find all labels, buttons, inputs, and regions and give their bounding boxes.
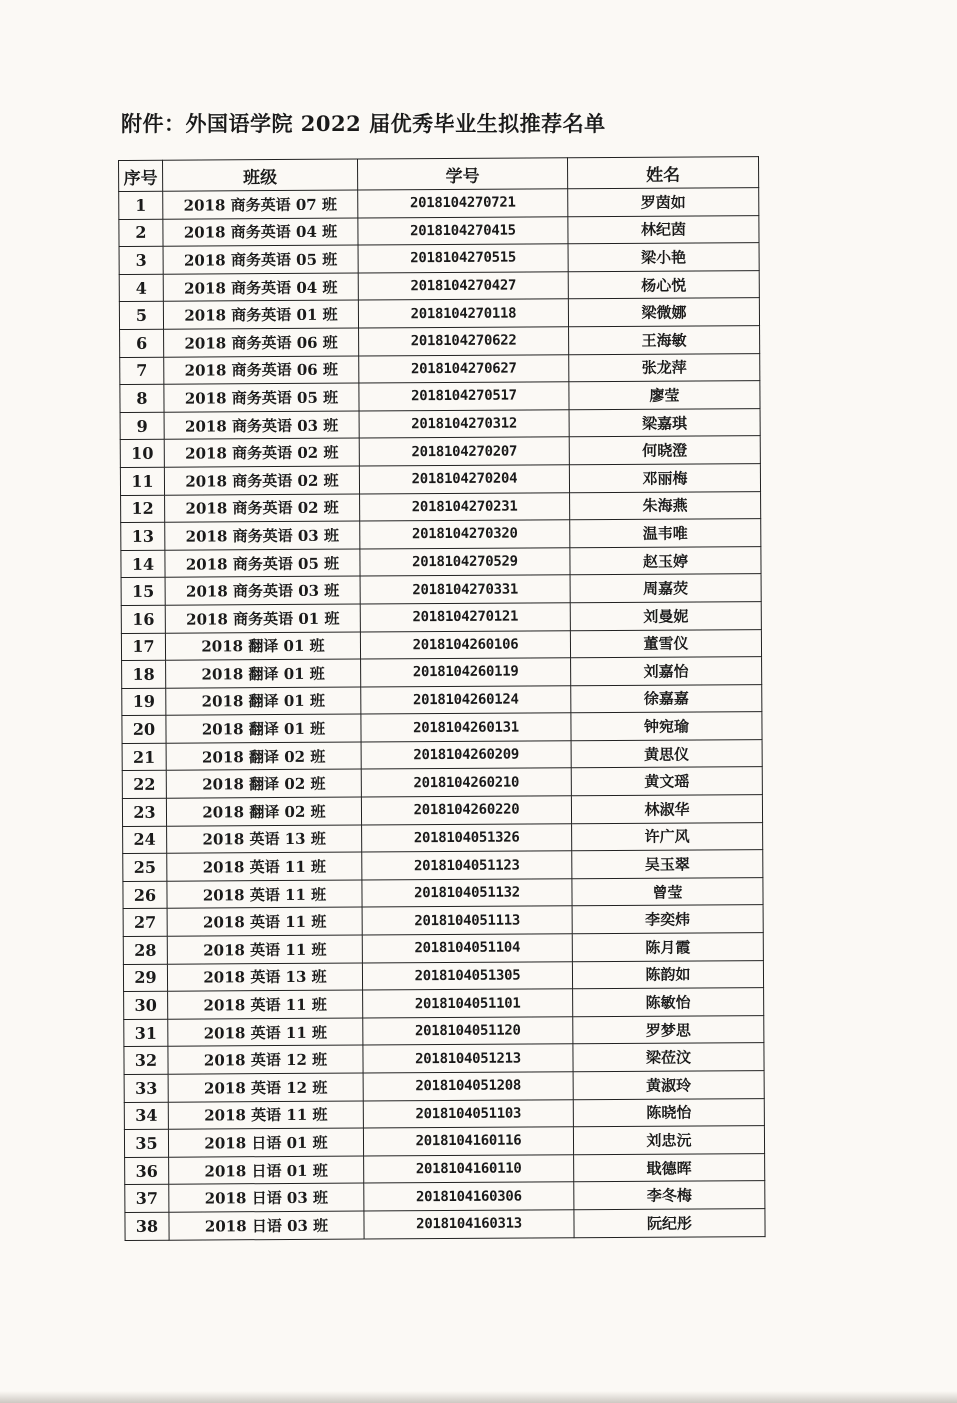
cell-class: 2018 翻译 01 班	[165, 632, 360, 661]
cell-student-id: 2018104051123	[362, 851, 572, 880]
cell-index: 6	[120, 329, 164, 357]
cell-class: 2018 商务英语 06 班	[164, 356, 359, 385]
cell-student-id: 2018104270204	[359, 465, 569, 494]
cell-student-id: 2018104270427	[358, 272, 568, 301]
table-row	[124, 1043, 764, 1075]
cell-name: 林纪茵	[568, 215, 759, 244]
cell-student-id: 2018104260131	[361, 713, 571, 742]
cell-student-id: 2018104051326	[362, 823, 572, 852]
table-row	[125, 1209, 765, 1241]
table-row	[119, 270, 759, 302]
cell-name: 朱海燕	[570, 491, 761, 520]
cell-class: 2018 英语 13 班	[167, 825, 362, 854]
cell-name: 曾莹	[572, 877, 763, 906]
cell-name: 何晓澄	[569, 436, 760, 465]
table-row	[120, 408, 760, 440]
table-row	[124, 988, 764, 1020]
cell-index: 23	[122, 798, 166, 826]
cell-student-id: 2018104051104	[362, 934, 572, 963]
cell-student-id: 2018104270627	[359, 354, 569, 383]
cell-name: 梁莅汶	[573, 1043, 764, 1072]
table-row	[121, 519, 761, 551]
cell-name: 刘嘉怡	[571, 657, 762, 686]
cell-class: 2018 英语 11 班	[167, 880, 362, 909]
table-row	[123, 933, 763, 965]
cell-index: 34	[124, 1102, 168, 1130]
table-row	[121, 629, 761, 661]
table-row	[120, 353, 760, 385]
cell-index: 29	[123, 964, 167, 992]
table-row	[122, 712, 762, 744]
cell-name: 阮纪彤	[574, 1209, 765, 1238]
table-row	[120, 436, 760, 468]
cell-index: 31	[124, 1019, 168, 1047]
cell-name: 赵玉婷	[570, 546, 761, 575]
cell-class: 2018 商务英语 02 班	[164, 466, 359, 495]
cell-name: 许广风	[572, 822, 763, 851]
cell-index: 19	[122, 688, 166, 716]
cell-index: 8	[120, 384, 164, 412]
cell-class: 2018 英语 11 班	[168, 1018, 363, 1047]
cell-student-id: 2018104160110	[364, 1155, 574, 1184]
cell-index: 26	[123, 881, 167, 909]
cell-class: 2018 商务英语 05 班	[163, 245, 358, 274]
cell-class: 2018 商务英语 02 班	[164, 438, 359, 467]
cell-name: 梁嘉琪	[569, 408, 760, 437]
document-title: 附件：外国语学院 2022 届优秀毕业生拟推荐名单	[121, 111, 606, 136]
recommendation-table	[118, 156, 766, 1240]
table-row	[120, 381, 760, 413]
table-row	[121, 491, 761, 523]
cell-index: 13	[121, 522, 165, 550]
cell-class: 2018 商务英语 07 班	[163, 190, 358, 219]
table-row	[122, 657, 762, 689]
cell-name: 黄思仪	[571, 739, 762, 768]
cell-student-id: 2018104260124	[361, 685, 571, 714]
cell-name: 刘曼妮	[570, 601, 761, 630]
cell-class: 2018 英语 13 班	[167, 963, 362, 992]
cell-student-id: 2018104270415	[358, 216, 568, 245]
cell-name: 张龙萍	[569, 353, 760, 382]
cell-student-id: 2018104260220	[361, 796, 571, 825]
cell-student-id: 2018104260209	[361, 741, 571, 770]
table-row	[125, 1181, 765, 1213]
cell-class: 2018 翻译 01 班	[166, 687, 361, 716]
cell-index: 1	[119, 191, 163, 219]
cell-name: 陈敏怡	[573, 988, 764, 1017]
table-row	[121, 546, 761, 578]
table-row	[124, 1071, 764, 1103]
cell-name: 陈韵如	[572, 960, 763, 989]
cell-student-id: 2018104051101	[363, 989, 573, 1018]
table-row	[121, 574, 761, 606]
cell-name: 徐嘉嘉	[571, 684, 762, 713]
cell-class: 2018 商务英语 04 班	[163, 273, 358, 302]
cell-class: 2018 商务英语 02 班	[165, 494, 360, 523]
cell-index: 32	[124, 1047, 168, 1075]
cell-name: 梁微娜	[568, 298, 759, 327]
cell-class: 2018 商务英语 06 班	[164, 328, 359, 357]
table-row	[122, 684, 762, 716]
cell-class: 2018 英语 11 班	[167, 852, 362, 881]
header-class: 班级	[163, 159, 358, 191]
cell-class: 2018 商务英语 01 班	[163, 300, 358, 329]
cell-index: 35	[124, 1129, 168, 1157]
table-row	[122, 795, 762, 827]
cell-student-id: 2018104270118	[358, 299, 568, 328]
cell-index: 25	[123, 853, 167, 881]
cell-student-id: 2018104051103	[363, 1099, 573, 1128]
cell-class: 2018 商务英语 05 班	[165, 549, 360, 578]
cell-class: 2018 商务英语 03 班	[165, 521, 360, 550]
header-name: 姓名	[567, 157, 758, 189]
cell-student-id: 2018104270529	[360, 547, 570, 576]
table-row	[120, 326, 760, 358]
cell-class: 2018 商务英语 03 班	[164, 411, 359, 440]
cell-class: 2018 英语 12 班	[168, 1073, 363, 1102]
cell-class: 2018 翻译 02 班	[166, 769, 361, 798]
table-row	[123, 822, 763, 854]
cell-name: 刘忠沅	[573, 1126, 764, 1155]
cell-index: 5	[119, 302, 163, 330]
cell-student-id: 2018104270517	[359, 382, 569, 411]
cell-class: 2018 翻译 02 班	[166, 742, 361, 771]
cell-student-id: 2018104051208	[363, 1072, 573, 1101]
cell-name: 戢德晖	[574, 1153, 765, 1182]
cell-name: 罗梦思	[573, 1015, 764, 1044]
table-row	[122, 739, 762, 771]
cell-student-id: 2018104051120	[363, 1017, 573, 1046]
cell-student-id: 2018104051213	[363, 1044, 573, 1073]
cell-name: 吴玉翠	[572, 850, 763, 879]
cell-index: 37	[125, 1185, 169, 1213]
cell-student-id: 2018104160116	[363, 1127, 573, 1156]
page-edge-shadow	[0, 1391, 957, 1403]
cell-index: 10	[120, 440, 164, 468]
cell-student-id: 2018104260106	[360, 630, 570, 659]
cell-index: 20	[122, 715, 166, 743]
cell-student-id: 2018104051132	[362, 879, 572, 908]
cell-index: 17	[121, 633, 165, 661]
table-row	[123, 850, 763, 882]
cell-index: 22	[122, 771, 166, 799]
cell-name: 梁小艳	[568, 243, 759, 272]
cell-index: 12	[121, 495, 165, 523]
cell-class: 2018 商务英语 04 班	[163, 218, 358, 247]
cell-class: 2018 日语 01 班	[169, 1156, 364, 1185]
header-student-id: 学号	[357, 158, 567, 190]
cell-student-id: 2018104051113	[362, 906, 572, 935]
cell-name: 陈月霞	[572, 933, 763, 962]
cell-name: 邓丽梅	[569, 464, 760, 493]
cell-student-id: 2018104160313	[364, 1210, 574, 1239]
table-row	[120, 464, 760, 496]
cell-class: 2018 翻译 01 班	[166, 714, 361, 743]
cell-index: 4	[119, 274, 163, 302]
cell-index: 21	[122, 743, 166, 771]
cell-name: 黄淑玲	[573, 1071, 764, 1100]
cell-class: 2018 商务英语 03 班	[165, 576, 360, 605]
cell-student-id: 2018104051305	[362, 961, 572, 990]
table-row	[123, 877, 763, 909]
cell-student-id: 2018104260210	[361, 768, 571, 797]
cell-index: 7	[120, 357, 164, 385]
table-row	[124, 1015, 764, 1047]
table-row	[121, 601, 761, 633]
cell-student-id: 2018104270121	[360, 603, 570, 632]
cell-name: 李奕炜	[572, 905, 763, 934]
header-index: 序号	[119, 160, 163, 191]
cell-name: 林淑华	[571, 795, 762, 824]
table-header-row	[119, 157, 759, 192]
cell-class: 2018 英语 12 班	[168, 1045, 363, 1074]
cell-student-id: 2018104160306	[364, 1182, 574, 1211]
cell-name: 周嘉荧	[570, 574, 761, 603]
cell-name: 廖莹	[569, 381, 760, 410]
cell-class: 2018 英语 11 班	[167, 907, 362, 936]
cell-student-id: 2018104270312	[359, 409, 569, 438]
cell-name: 董雪仪	[570, 629, 761, 658]
cell-student-id: 2018104270231	[360, 492, 570, 521]
cell-student-id: 2018104260119	[361, 658, 571, 687]
cell-index: 28	[123, 936, 167, 964]
table-row	[123, 905, 763, 937]
cell-index: 9	[120, 412, 164, 440]
table-row	[119, 298, 759, 330]
table-row	[124, 1126, 764, 1158]
cell-index: 30	[124, 991, 168, 1019]
cell-class: 2018 日语 03 班	[169, 1183, 364, 1212]
cell-student-id: 2018104270721	[358, 189, 568, 218]
cell-student-id: 2018104270320	[360, 520, 570, 549]
cell-student-id: 2018104270207	[359, 437, 569, 466]
cell-name: 杨心悦	[568, 270, 759, 299]
cell-index: 18	[122, 660, 166, 688]
table-body	[119, 188, 765, 1240]
cell-class: 2018 翻译 02 班	[166, 797, 361, 826]
cell-class: 2018 英语 11 班	[167, 935, 362, 964]
table-row	[119, 215, 759, 247]
cell-index: 33	[124, 1074, 168, 1102]
cell-name: 温韦唯	[570, 519, 761, 548]
table-row	[122, 767, 762, 799]
cell-index: 36	[125, 1157, 169, 1185]
cell-name: 王海敏	[569, 326, 760, 355]
table-row	[119, 188, 759, 220]
cell-index: 38	[125, 1212, 169, 1240]
cell-name: 李冬梅	[574, 1181, 765, 1210]
cell-student-id: 2018104270515	[358, 244, 568, 273]
table-row	[125, 1153, 765, 1185]
cell-class: 2018 翻译 01 班	[166, 659, 361, 688]
cell-class: 2018 日语 01 班	[168, 1128, 363, 1157]
cell-class: 2018 日语 03 班	[169, 1211, 364, 1240]
table-row	[123, 960, 763, 992]
cell-name: 罗茵如	[568, 188, 759, 217]
table-row	[119, 243, 759, 275]
cell-index: 27	[123, 909, 167, 937]
cell-class: 2018 商务英语 05 班	[164, 383, 359, 412]
cell-index: 14	[121, 550, 165, 578]
cell-index: 24	[123, 826, 167, 854]
table-row	[124, 1098, 764, 1130]
cell-student-id: 2018104270622	[359, 327, 569, 356]
cell-class: 2018 英语 11 班	[168, 1101, 363, 1130]
cell-name: 黄文瑶	[571, 767, 762, 796]
cell-name: 钟宛瑜	[571, 712, 762, 741]
cell-class: 2018 商务英语 01 班	[165, 604, 360, 633]
cell-index: 2	[119, 219, 163, 247]
cell-index: 11	[120, 467, 164, 495]
cell-index: 15	[121, 578, 165, 606]
cell-index: 3	[119, 246, 163, 274]
cell-index: 16	[121, 605, 165, 633]
cell-class: 2018 英语 11 班	[168, 990, 363, 1019]
cell-student-id: 2018104270331	[360, 575, 570, 604]
cell-name: 陈晓怡	[573, 1098, 764, 1127]
